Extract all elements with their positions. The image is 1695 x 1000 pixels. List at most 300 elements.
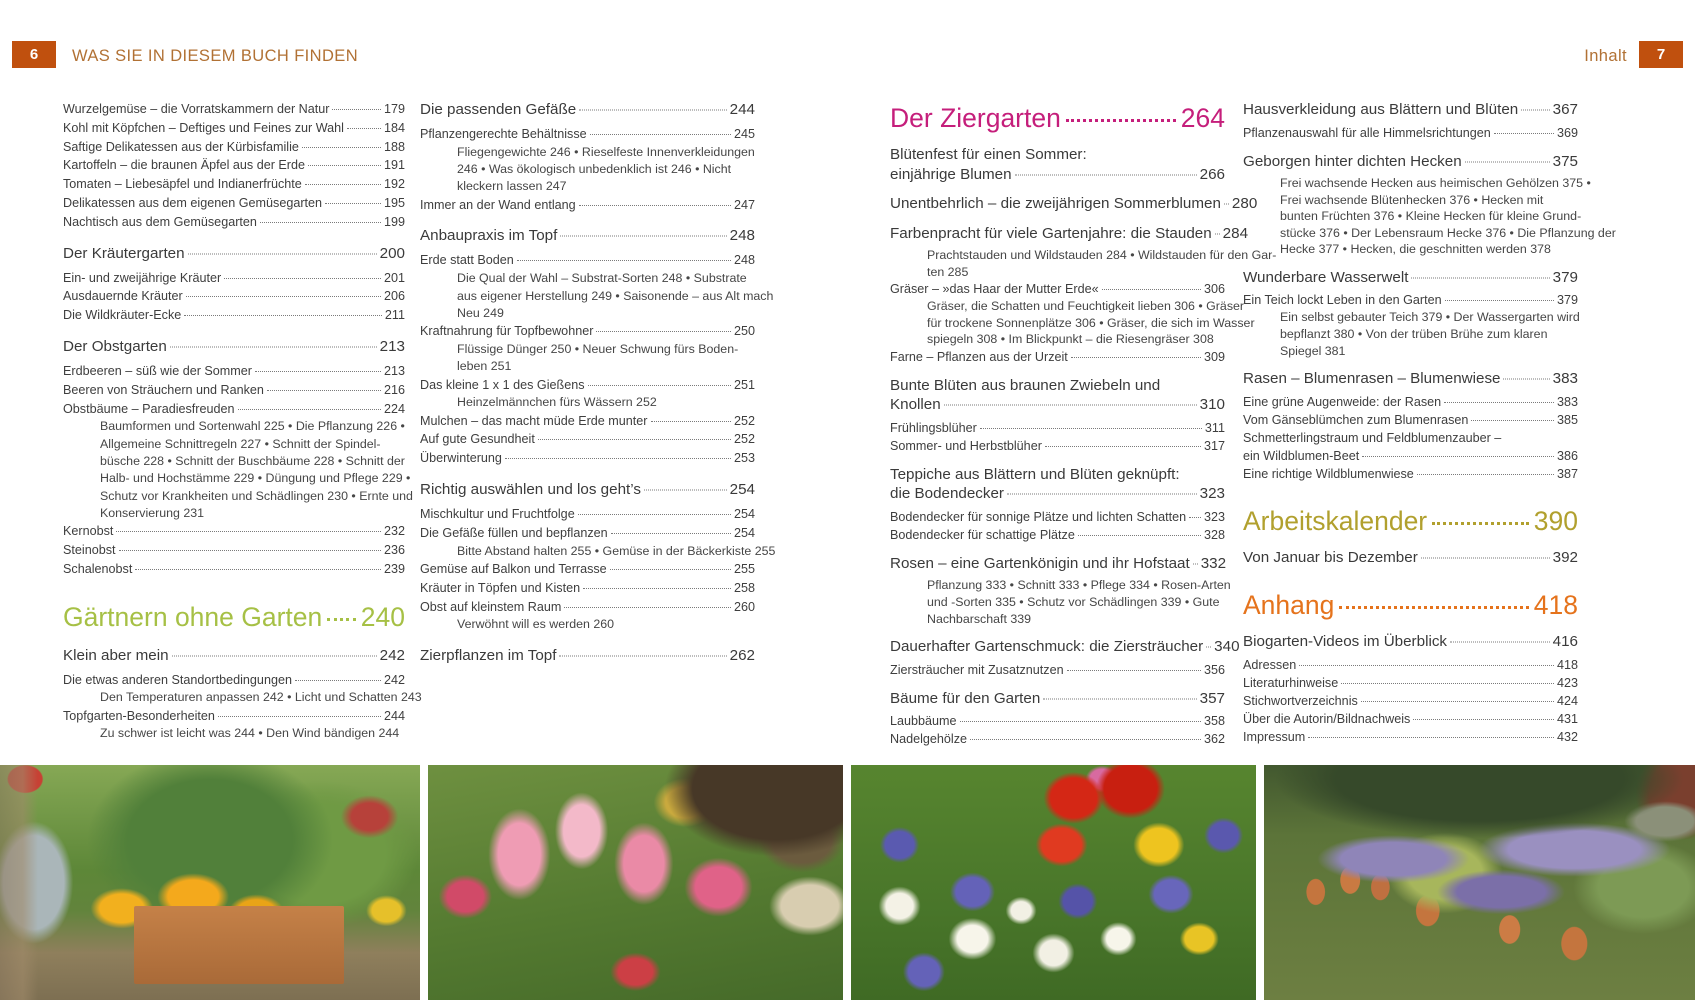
- page-number: 306: [1203, 282, 1225, 297]
- annotation-line: büsche 228 • Schnitt der Buschbäume 228 • Schnitt der: [100, 453, 405, 468]
- toc-entry: [1243, 674, 1578, 692]
- right-running-head: Inhalt: [1584, 47, 1627, 65]
- toc-section-heading: [1243, 369, 1578, 389]
- toc-entry: [1243, 728, 1578, 746]
- dotted-leader: [651, 421, 731, 422]
- dotted-leader: [327, 618, 356, 621]
- title-text: Gärtnern ohne Garten: [63, 601, 323, 632]
- toc-annotation: [1243, 309, 1578, 359]
- title-text: Kartoffeln – die braunen Äpfel aus der Erde: [63, 158, 306, 173]
- dotted-leader: [186, 296, 381, 297]
- page-number: 240: [360, 601, 405, 632]
- page-number: 245: [733, 127, 755, 141]
- title-text: Laubbäume: [890, 714, 957, 729]
- dotted-leader: [184, 315, 382, 316]
- toc-entry: [63, 213, 405, 232]
- annotation-line: Den Temperaturen anpassen 242 • Licht und Schatten 243: [100, 690, 422, 705]
- title-text: Richtig auswählen und los geht’s: [420, 481, 641, 499]
- dotted-leader: [611, 533, 731, 534]
- annotation-line: Halb- und Hochstämme 229 • Düngung und Pflege 229 •: [100, 471, 411, 486]
- annotation-line: Baumformen und Sortenwahl 225 • Die Pflanzung 226 •: [100, 419, 405, 434]
- dotted-leader: [560, 236, 726, 237]
- title-text: Impressum: [1243, 729, 1306, 744]
- toc-section-heading: [63, 244, 405, 264]
- toc-entry: [63, 362, 405, 381]
- toc-section-heading: [890, 194, 1258, 214]
- dotted-leader: [610, 569, 731, 570]
- dotted-leader: [218, 716, 381, 717]
- title-text: Wunderbare Wasserwelt: [1243, 268, 1409, 286]
- annotation-line: Bitte Abstand halten 255 • Gemüse in der Bäckerkiste 255: [457, 543, 776, 558]
- title-text: Wurzelgemüse – die Vorratskammern der Natur: [63, 102, 330, 116]
- toc-entry: [420, 125, 755, 144]
- toc-entry: [1243, 465, 1578, 483]
- annotation-line: kleckern lassen 247: [457, 179, 567, 194]
- toc-annotation: [420, 394, 755, 411]
- annotation-line: Prachtstauden und Wildstauden 284 • Wildstauden für den Gar-: [927, 248, 1277, 262]
- title-text: Nachtisch aus dem Gemüsegarten: [63, 214, 257, 229]
- toc-section-heading: [890, 465, 1225, 504]
- dotted-leader: [505, 458, 731, 459]
- title-text: Die passenden Gefäße: [420, 101, 577, 118]
- dotted-leader: [1308, 737, 1554, 738]
- toc-entry: [890, 348, 1225, 366]
- page-number: 213: [383, 363, 405, 378]
- page-number: 323: [1199, 485, 1225, 503]
- dotted-leader: [517, 260, 731, 261]
- title-text: Topfgarten-Besonderheiten: [63, 708, 215, 723]
- title-text: Mulchen – das macht müde Erde munter: [420, 413, 648, 428]
- toc-entry: [1243, 692, 1578, 710]
- page-number: 309: [1203, 349, 1225, 364]
- dotted-leader: [119, 550, 381, 551]
- dotted-leader: [1339, 606, 1528, 609]
- dotted-leader: [1066, 119, 1176, 122]
- left-page-number: 6: [29, 46, 39, 63]
- page-number: 244: [729, 101, 755, 118]
- toc-entry: [420, 322, 755, 341]
- toc-entry: [63, 269, 405, 288]
- toc-entry: [63, 400, 405, 419]
- page-number: 424: [1556, 693, 1578, 708]
- left-running-head: WAS SIE IN DIESEM BUCH FINDEN: [72, 47, 359, 65]
- dotted-leader: [1465, 161, 1550, 162]
- dotted-leader: [302, 147, 381, 148]
- dotted-leader: [170, 346, 377, 347]
- annotation-line: bunten Früchten 376 • Kleine Hecken für kleine Grund-: [1280, 209, 1582, 224]
- toc-annotation: [420, 144, 755, 196]
- annotation-line: Heinzelmännchen fürs Wässern 252: [457, 395, 657, 410]
- dotted-leader: [347, 128, 381, 129]
- dotted-leader: [1045, 446, 1201, 447]
- title-text: Rosen – eine Gartenkönigin und ihr Hofstaat: [890, 554, 1190, 572]
- page-number: 369: [1556, 125, 1578, 140]
- toc-entry: [63, 707, 405, 726]
- page-number: 224: [383, 401, 405, 416]
- dotted-leader: [332, 109, 381, 110]
- annotation-line: Zu schwer ist leicht was 244 • Den Wind bändigen 244: [100, 726, 400, 741]
- annotation-line: leben 251: [457, 359, 512, 374]
- dotted-leader: [1224, 204, 1229, 205]
- toc-entry: [420, 412, 755, 431]
- title-text: Ein- und zweijährige Kräuter: [63, 270, 222, 285]
- dotted-leader: [1417, 474, 1554, 475]
- page-number: 195: [383, 195, 405, 210]
- dotted-leader: [1445, 300, 1554, 301]
- toc-entry: [63, 175, 405, 194]
- title-text: Dauerhafter Gartenschmuck: die Ziersträucher: [890, 638, 1204, 656]
- dotted-leader: [960, 721, 1201, 722]
- toc-entry: [63, 522, 405, 541]
- annotation-line: 246 • Was ökologisch unbedenklich ist 246 • Nicht: [457, 162, 732, 177]
- page-number: 431: [1556, 711, 1578, 726]
- dotted-leader: [305, 184, 381, 185]
- title-text: Überwinterung: [420, 451, 502, 466]
- title-text: Das kleine 1 x 1 des Gießens: [420, 377, 585, 392]
- title-line: Schmetterlingstraum und Feldblumenzauber –: [1243, 430, 1502, 445]
- page-number: 242: [379, 646, 405, 664]
- toc-chapter-title: [1243, 589, 1578, 622]
- annotation-line: stücke 376 • Der Lebensraum Hecke 376 • Die Pflanzung der: [1280, 225, 1616, 240]
- dotted-leader: [1413, 719, 1554, 720]
- dotted-leader: [1521, 110, 1549, 111]
- page-number: 418: [1556, 657, 1578, 672]
- title-text: Anhang: [1243, 590, 1335, 621]
- annotation-line: Ein selbst gebauter Teich 379 • Der Wassergarten wird: [1280, 310, 1580, 325]
- annotation-line: bepflanzt 380 • Von der trüben Brühe zum klaren: [1280, 327, 1548, 342]
- title-text: Ausdauernde Kräuter: [63, 289, 183, 304]
- page-number: 242: [383, 672, 405, 687]
- dotted-leader: [564, 607, 731, 608]
- dotted-leader: [944, 405, 1197, 406]
- dotted-leader: [1341, 683, 1554, 684]
- toc-entry: [890, 419, 1225, 437]
- toc-section-heading: [1243, 152, 1578, 172]
- title-text: Unentbehrlich – die zweijährigen Sommerblumen: [890, 195, 1221, 212]
- dotted-leader: [596, 331, 731, 332]
- toc-entry: [1243, 710, 1578, 728]
- page-number: 383: [1556, 394, 1578, 409]
- dotted-leader: [579, 205, 731, 206]
- dotted-leader: [1421, 557, 1550, 558]
- title-text: Hausverkleidung aus Blättern und Blüten: [1243, 101, 1519, 118]
- right-page-number: 7: [1656, 46, 1666, 63]
- page-number: 258: [733, 580, 755, 595]
- toc-section-heading: [63, 337, 405, 357]
- toc-chapter-title: [63, 601, 405, 634]
- title-text: Auf gute Gesundheit: [420, 432, 535, 447]
- dotted-leader: [1411, 277, 1549, 278]
- toc-chapter-title: [890, 102, 1225, 135]
- title-text: Die Wildkräuter-Ecke: [63, 308, 182, 323]
- toc-annotation: [1243, 175, 1616, 258]
- dotted-leader: [579, 110, 726, 111]
- dotted-leader: [1067, 670, 1201, 671]
- dotted-leader: [583, 588, 731, 589]
- annotation-line: aus eigener Herstellung 249 • Saisonende – aus Alt mach: [457, 288, 774, 303]
- dotted-leader: [135, 569, 381, 570]
- annotation-line: Neu 249: [457, 305, 504, 320]
- page-number: 383: [1552, 370, 1578, 388]
- annotation-line: Schutz vor Krankheiten und Schädlingen 230 • Ernte und: [100, 488, 413, 503]
- photo-herb-garden: [1264, 765, 1695, 1000]
- page-number: 248: [733, 253, 755, 268]
- annotation-line: spiegeln 308 • Im Blickpunkt – die Riesengräser 308: [927, 332, 1214, 347]
- dotted-leader: [970, 739, 1201, 740]
- title-text: Pflanzenauswahl für alle Himmelsrichtungen: [1243, 125, 1491, 140]
- toc-entry: [63, 194, 405, 213]
- title-text: Pflanzengerechte Behältnisse: [420, 127, 587, 141]
- page-number: 386: [1556, 448, 1578, 463]
- photo-wildflower-meadow: [851, 765, 1256, 1000]
- title-text: Gräser – »das Haar der Mutter Erde«: [890, 282, 1099, 297]
- page-number: 280: [1231, 195, 1258, 212]
- dotted-leader: [238, 409, 381, 410]
- annotation-line: für trockene Sonnenplätze 306 • Gräser, die sich im Wasser: [927, 315, 1255, 330]
- title-text: Sommer- und Herbstblüher: [890, 438, 1042, 453]
- title-line: Blütenfest für einen Sommer:: [890, 146, 1087, 163]
- title-text: Knollen: [890, 396, 941, 414]
- page-number: 184: [383, 120, 405, 135]
- dotted-leader: [1015, 174, 1197, 175]
- title-text: Saftige Delikatessen aus der Kürbisfamilie: [63, 139, 299, 154]
- toc-entry: [1243, 291, 1578, 309]
- toc-column-1: [63, 100, 422, 743]
- toc-entry: [890, 508, 1225, 526]
- page-number: 357: [1199, 689, 1225, 707]
- title-text: Frühlingsblüher: [890, 420, 977, 435]
- page-number: 375: [1552, 152, 1578, 170]
- title-text: Der Kräutergarten: [63, 244, 185, 262]
- title-text: Der Ziergarten: [890, 103, 1061, 133]
- toc-section-heading: [890, 224, 1249, 244]
- title-text: Anbaupraxis im Topf: [420, 227, 558, 245]
- title-text: Kräuter in Töpfen und Kisten: [420, 580, 581, 595]
- title-text: Literaturhinweise: [1243, 675, 1339, 690]
- page-number: 266: [1199, 165, 1225, 183]
- toc-section-heading: [890, 145, 1225, 184]
- toc-annotation: [890, 247, 1277, 280]
- title-text: Tomaten – Liebesäpfel und Indianerfrüchte: [63, 177, 302, 192]
- dotted-leader: [559, 655, 726, 656]
- page-number: 253: [733, 451, 755, 466]
- toc-entry: [63, 287, 405, 306]
- toc-annotation: [420, 616, 755, 633]
- dotted-leader: [260, 222, 381, 223]
- dotted-leader: [1043, 698, 1196, 699]
- title-text: Über die Autorin/Bildnachweis: [1243, 711, 1411, 726]
- dotted-leader: [538, 439, 731, 440]
- toc-section-heading: [63, 646, 405, 666]
- toc-entry: [420, 251, 755, 270]
- toc-entry: [420, 430, 755, 449]
- toc-section-heading: [420, 100, 755, 120]
- dotted-leader: [116, 531, 381, 532]
- toc-annotation: [890, 577, 1231, 627]
- title-text: Erdbeeren – süß wie der Sommer: [63, 363, 252, 378]
- title-text: Klein aber mein: [63, 646, 169, 664]
- page-number: 328: [1203, 527, 1225, 542]
- toc-entry: [890, 661, 1225, 679]
- annotation-line: Allgemeine Schnittregeln 227 • Schnitt der Spindel-: [100, 436, 381, 451]
- page-number: 213: [379, 337, 405, 355]
- toc-column-4: [1243, 100, 1616, 746]
- toc-annotation: [63, 725, 405, 742]
- toc-entry: [420, 579, 755, 598]
- page-number: 323: [1203, 509, 1225, 524]
- left-page-number-box: [12, 41, 56, 68]
- page-number: 356: [1203, 662, 1225, 677]
- annotation-line: Verwöhnt will es werden 260: [457, 617, 615, 632]
- page-number: 188: [383, 139, 405, 154]
- page-number: 262: [729, 646, 755, 664]
- title-text: Arbeitskalender: [1243, 505, 1428, 536]
- page-number: 390: [1533, 505, 1578, 536]
- title-text: Immer an der Wand entlang: [420, 197, 576, 212]
- page-number: 358: [1203, 714, 1225, 729]
- toc-entry: [890, 437, 1225, 455]
- title-text: Delikatessen aus dem eigenen Gemüsegarten: [63, 195, 323, 210]
- annotation-line: Frei wachsende Blütenhecken 376 • Hecken mit: [1280, 192, 1544, 207]
- page-number: 340: [1214, 638, 1240, 656]
- page-number: 392: [1552, 548, 1578, 566]
- toc-column-2: [420, 100, 776, 671]
- dotted-leader: [1078, 535, 1201, 536]
- title-text: Erde statt Boden: [420, 253, 514, 268]
- toc-section-heading: [1243, 548, 1578, 568]
- toc-annotation: [63, 689, 422, 706]
- title-text: Zierpflanzen im Topf: [420, 646, 557, 664]
- dotted-leader: [1071, 357, 1201, 358]
- page-number: 387: [1556, 466, 1578, 481]
- title-text: Obst auf kleinstem Raum: [420, 599, 562, 614]
- toc-entry: [63, 119, 405, 138]
- dotted-leader: [1189, 517, 1201, 518]
- dotted-leader: [295, 680, 381, 681]
- page-number: 379: [1556, 293, 1578, 308]
- page-number: 232: [383, 524, 405, 539]
- dotted-leader: [578, 514, 731, 515]
- title-text: Ziersträucher mit Zusatznutzen: [890, 662, 1064, 677]
- page-number: 432: [1556, 729, 1578, 744]
- page-number: 252: [733, 413, 755, 428]
- dotted-leader: [325, 203, 381, 204]
- page-number: 379: [1552, 268, 1578, 286]
- toc-entry: [420, 196, 755, 215]
- toc-entry: [420, 449, 755, 468]
- toc-entry: [1243, 124, 1578, 142]
- page-number: 254: [729, 481, 755, 499]
- page-number: 254: [733, 507, 755, 522]
- title-text: Kohl mit Köpfchen – Deftiges und Feines zur Wahl: [63, 120, 344, 135]
- page-number: 362: [1203, 732, 1225, 747]
- page-number: 254: [733, 525, 755, 540]
- toc-entry: [1243, 656, 1578, 674]
- dotted-leader: [1102, 289, 1201, 290]
- page-number: 192: [383, 177, 405, 192]
- dotted-leader: [188, 253, 377, 254]
- title-text: Geborgen hinter dichten Hecken: [1243, 152, 1462, 170]
- dotted-leader: [1471, 420, 1554, 421]
- dotted-leader: [1206, 647, 1211, 648]
- dotted-leader: [1432, 522, 1529, 525]
- right-page-number-box: [1639, 41, 1683, 68]
- dotted-leader: [308, 165, 381, 166]
- annotation-line: Hecke 377 • Hecken, die geschnitten werden 378: [1280, 242, 1551, 257]
- dotted-leader: [255, 371, 381, 372]
- title-text: Rasen – Blumenrasen – Blumenwiese: [1243, 370, 1501, 388]
- toc-section-heading: [890, 554, 1225, 574]
- dotted-leader: [588, 385, 731, 386]
- title-text: Gemüse auf Balkon und Terrasse: [420, 561, 607, 576]
- toc-entry: [420, 505, 755, 524]
- page-number: 423: [1556, 675, 1578, 690]
- page-number: 199: [383, 214, 405, 229]
- toc-entry: [63, 560, 405, 579]
- dotted-leader: [1361, 701, 1554, 702]
- toc-entry: [63, 138, 405, 157]
- dotted-leader: [1494, 133, 1554, 134]
- toc-section-heading: [1243, 100, 1578, 120]
- annotation-line: Flüssige Dünger 250 • Neuer Schwung fürs Boden-: [457, 341, 739, 356]
- page-number: 367: [1552, 101, 1578, 118]
- title-text: die Bodendecker: [890, 485, 1004, 503]
- dotted-leader: [267, 390, 381, 391]
- toc-section-heading: [420, 480, 755, 500]
- toc-section-heading: [420, 646, 755, 666]
- dotted-leader: [590, 134, 731, 135]
- toc-section-heading: [1243, 268, 1578, 288]
- toc-annotation: [420, 270, 774, 322]
- annotation-line: Fliegengewichte 246 • Rieselfeste Innenverkleidungen: [457, 144, 755, 159]
- page-number: 255: [733, 561, 755, 576]
- toc-entry: [420, 560, 755, 579]
- toc-entry: [63, 306, 405, 325]
- title-text: Der Obstgarten: [63, 337, 167, 355]
- toc-entry: [420, 524, 755, 543]
- page-number: 251: [733, 377, 755, 392]
- page-number: 317: [1203, 438, 1225, 453]
- toc-entry: [1243, 429, 1578, 465]
- dotted-leader: [644, 490, 727, 491]
- annotation-line: Die Qual der Wahl – Substrat-Sorten 248 • Substrate: [457, 271, 747, 286]
- dotted-leader: [1503, 379, 1549, 380]
- dotted-leader: [1299, 665, 1554, 666]
- annotation-line: ten 285: [927, 264, 969, 279]
- toc-section-heading: [890, 637, 1240, 657]
- page-number: 216: [383, 382, 405, 397]
- toc-annotation: [63, 418, 413, 522]
- toc-annotation: [420, 341, 755, 376]
- title-text: Kraftnahrung für Topfbewohner: [420, 324, 594, 339]
- toc-entry: [1243, 411, 1578, 429]
- toc-entry: [63, 156, 405, 175]
- title-text: Eine grüne Augenweide: der Rasen: [1243, 394, 1442, 409]
- page-number: 252: [733, 432, 755, 447]
- title-text: Die Gefäße füllen und bepflanzen: [420, 525, 608, 540]
- title-text: Kernobst: [63, 524, 114, 539]
- annotation-line: und -Sorten 335 • Schutz vor Schädlingen 339 • Gute: [927, 595, 1220, 610]
- page-number: 239: [383, 561, 405, 576]
- page-number: 236: [383, 542, 405, 557]
- title-text: Mischkultur und Fruchtfolge: [420, 507, 575, 522]
- page-number: 418: [1533, 590, 1578, 621]
- toc-section-heading: [1243, 632, 1578, 652]
- toc-entry: [890, 730, 1225, 748]
- title-text: Die etwas anderen Standortbedingungen: [63, 672, 292, 687]
- toc-entry: [890, 280, 1225, 298]
- title-text: Ein Teich lockt Leben in den Garten: [1243, 293, 1442, 308]
